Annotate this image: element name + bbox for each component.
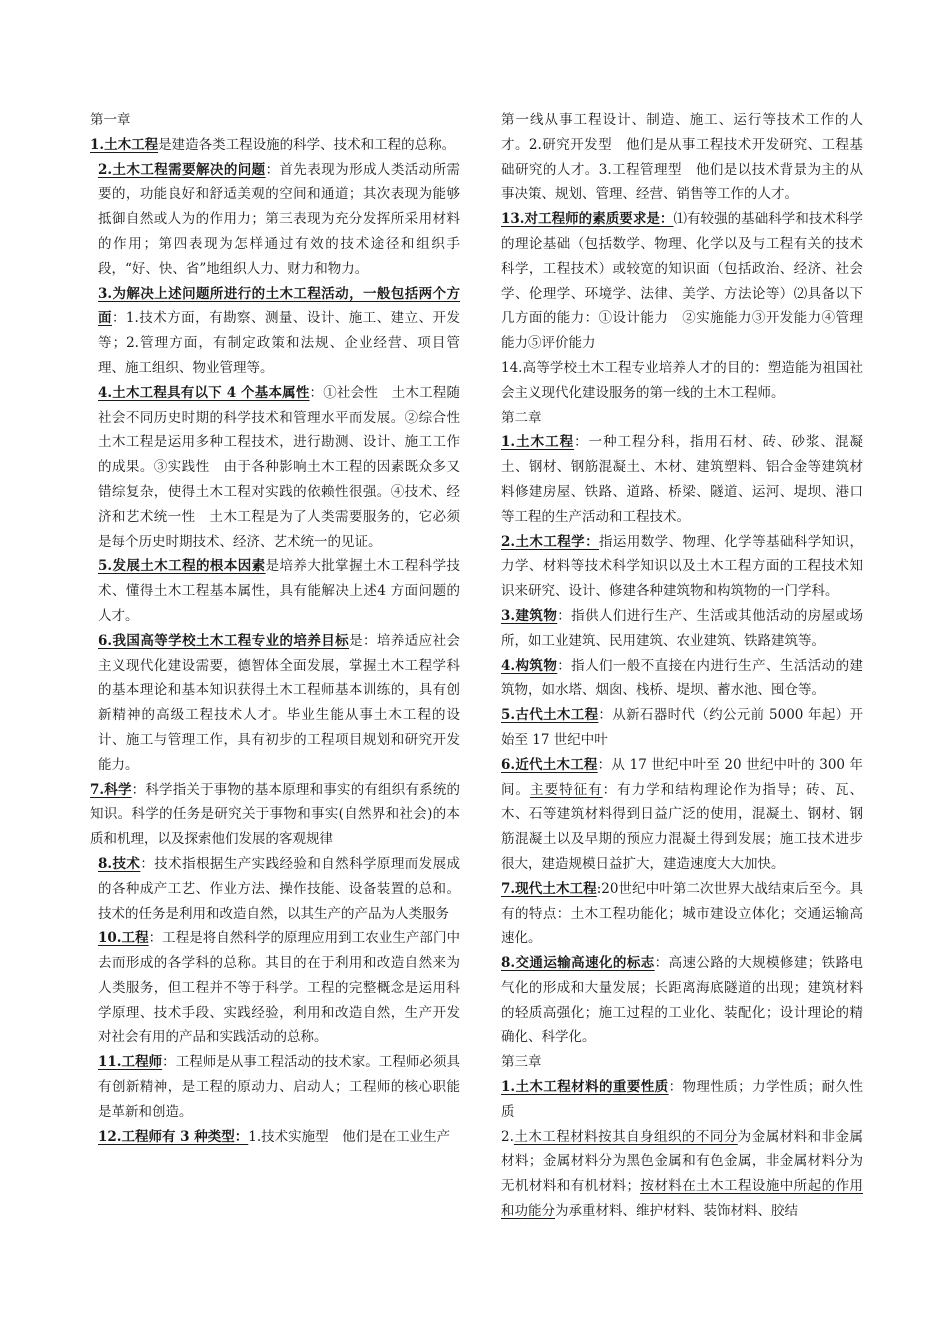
item-14: 14.高等学校土木工程专业培养人才的目的：塑造能为祖国社会主义现代化建设服务的第一线的土木工程师。 [501,359,863,401]
ch2-item-4: 4.构筑物：指人们一般不直接在内进行生产、生活活动的建筑物，如水塔、烟囱、栈桥、堤坝、蓄水池、囤仓等。 [501,657,864,699]
ch2-item-1: 1.土木工程：一种工程分科，指用石材、砖、砂浆、混凝土、钢材、钢筋混凝土、木材、建筑塑料、铝合金等建筑材料修建房屋、铁路、道路、桥梁、隧道、运河、堤坝、港口等工程的生产活动和工程技术。 [501,434,864,525]
item-3: 3.为解决上述问题所进行的土木工程活动，一般包括两个方面：1.技术方面，有勘察、测量、设计、施工、建立、开发等；2.管理方面，有制定政策和法规、企业经营、项目管理、施工组织、物业管理等。 [98,285,460,376]
right-column [501,108,863,1224]
item-11: 11.工程师：工程师是从事工程活动的技术家。工程师必须具有创新精神，是工程的原动力、启动人；工程师的核心职能是革新和创造。 [98,1054,460,1120]
item-1: 1.土木工程是建造各类工程设施的科学、技术和工程的总称。 [90,136,456,153]
item-13: 13.对工程师的素质要求是：⑴有较强的基础科学和技术科学的理论基础（包括数学、物理、化学以及与工程有关的技术科学，工程技术）或较宽的知识面（包括政治、经济、社会学、伦理学、环境学、法律、美学、方法论等）⑵具备以下几方面的能力：①设计能力 ②实施能力③开发能力④管理能力⑤评价能力 [501,211,863,352]
item-8: 8.技术：技术指根据生产实践经验和自然科学原理而发展成的各种成产工艺、作业方法、操作技能、设备装置的总和。技术的任务是利用和改造自然，以其生产的产品为人类服务 [98,855,461,922]
left-column [90,108,474,1149]
item-4: 4.土木工程具有以下 4 个基本属性：①社会性 土木工程随社会不同历史时期的科学技术和管理水平而发展。②综合性 土木工程是运用多种工程技术，进行勘测、设计、施工工作的成果。③实践性 由于各种影响土木工程的因素既众多又错综复杂，使得土木工程对实践的依赖性很强。④技术、经济和艺术统一性 土木工程是为了人类需要服务的，它必须是每个历史时期技术、经济、艺术统一的见证。 [98,384,474,550]
ch2-item-3: 3.建筑物：指供人们进行生产、生活或其他活动的房屋或场所，如工业建筑、民用建筑、农业建筑、铁路建筑等。 [501,607,864,649]
chapter-3-heading: 第三章 [501,1054,542,1071]
item-10: 10.工程：工程是将自然科学的原理应用到工农业生产部门中去而形成的各学科的总称。其目的在于利用和改造自然来为人类服务，但工程并不等于科学。工程的完整概念是运用科学原理、技术手段、实践经验，利用和改造自然，生产开发对社会有用的产品和实践活动的总称。 [98,930,460,1046]
ch2-item-2: 2.土木工程学：指运用数学、物理、化学等基础科学知识，力学、材料等技术科学知识以及土木工程方面的工程技术知识来研究、设计、修建各种建筑物和构筑物的一门学科。 [501,533,864,600]
ch2-item-5: 5.古代土木工程：从新石器时代（约公元前 5000 年起）开始至 17 世纪中叶 [501,707,863,748]
item-2: 2.土木工程需要解决的问题：首先表现为形成人类活动所需要的，功能良好和舒适美观的空间和通道；其次表现为能够抵御自然或人为的作用力；第三表现为充分发挥所采用材料的作用；第四表现为怎样通过有效的技术途径和组织手段，“好、快、省”地组织人力、财力和物力。 [98,161,461,277]
chapter-1-heading: 第一章 [90,112,131,128]
ch2-item-6: 6.近代土木工程：从 17 世纪中叶至 20 世纪中叶的 300 年间。主要特征有：有力学和结构理论作为指导；砖、瓦、木、石等建筑材料得到日益广泛的使用，混凝土、钢材、钢筋混凝土以及早期的预应力混凝土得到发展；施工技术进步很大，建造规模日益扩大，建造速度大大加快。 [501,756,864,872]
ch3-item-1: 1.土木工程材料的重要性质：物理性质；力学性质；耐久性质 [501,1079,864,1120]
ch3-item-2: 2.土木工程材料按其自身组织的不同分为金属材料和非金属材料；金属材料分为黑色金属和有色金属，非金属材料分为无机材料和有机材料；按材料在土木工程设施中所起的作用和功能分为承重材料、维护材料、装饰材料、胶结 [501,1128,864,1220]
ch2-item-8: 8.交通运输高速化的标志：高速公路的大规模修建；铁路电气化的形成和大量发展；长距离海底隧道的出现；建筑材料的轻质高强化；施工过程的工业化、装配化；设计理论的精确化、科学化。 [501,955,863,1046]
item-12: 12.工程师有 3 种类型：1.技术实施型 他们是在工业生产 [98,1128,451,1145]
item-6: 6.我国高等学校土木工程专业的培养目标是：培养适应社会主义现代化建设需要，德智体全面发展，掌握土木工程学科的基本理论和基本知识获得土木工程师基本训练的，具有创新精神的高级工程技术人才。毕业生能从事土木工程的设计、施工与管理工作，具有初步的工程项目规划和研究开发能力。 [98,632,461,773]
ch2-item-7: 7.现代土木工程:20世纪中叶第二次世界大战结束后至今。具有的特点：土木工程功能化；城市建设立体化；交通运输高速化。 [501,880,863,947]
chapter-2-heading: 第二章 [501,409,542,426]
item-5: 5.发展土木工程的根本因素是培养大批掌握土木工程科学技术、懂得土木工程基本属性，具有能解决上述4 方面问题的人才。 [98,558,461,624]
item-12-continued: 第一线从事工程设计、制造、施工、运行等技术工作的人才。2.研究开发型 他们是从事工程技术开发研究、工程基础研究的人才。3.工程管理型 他们是以技术背景为主的从事决策、规划、管理、经营、销售等工作的人才。 [501,112,863,203]
item-7: 7.科学：科学指关于事物的基本原理和事实的有组织有系统的知识。科学的任务是研究关于事物和事实(自然界和社会)的本质和机理，以及探索他们发展的客观规律 [90,781,461,848]
